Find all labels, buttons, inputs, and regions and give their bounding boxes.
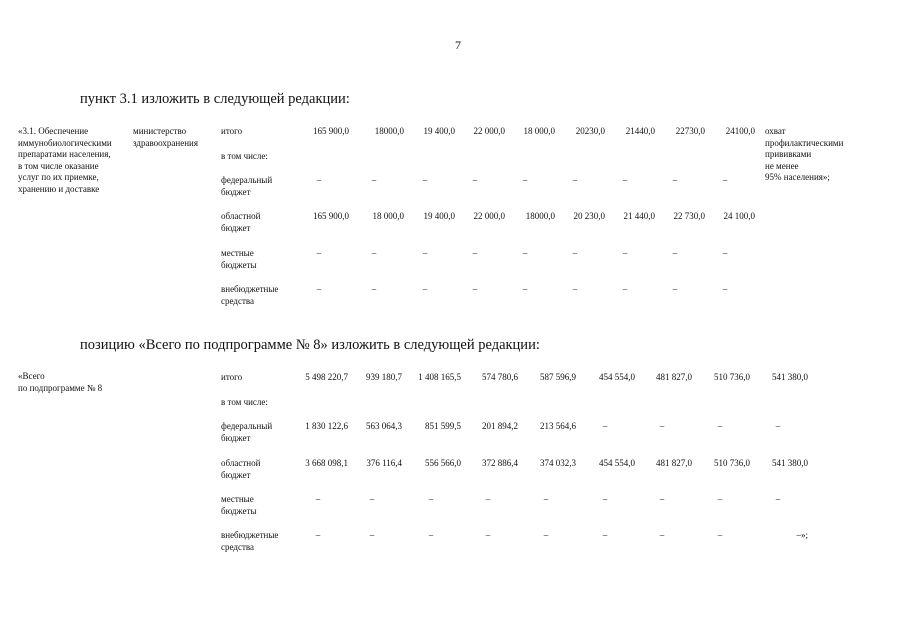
value-cell: 165 900,0 xyxy=(313,126,349,136)
value-cell: – xyxy=(775,494,781,504)
section2-program-name xyxy=(18,371,102,394)
value-cell: 24 100,0 xyxy=(723,211,755,221)
value-cell: 22 730,0 xyxy=(673,211,705,221)
value-cell: – xyxy=(422,175,428,185)
row-label-line: бюджет xyxy=(221,186,251,197)
row-label xyxy=(221,126,242,138)
value-cell: 939 180,7 xyxy=(366,372,402,382)
value-cell: 24100,0 xyxy=(725,126,755,136)
row-label-line: внебюджетные xyxy=(221,284,279,294)
program-name-line: «3.1. Обеспечение xyxy=(18,126,89,136)
program-name-line: «Всего xyxy=(18,371,45,381)
value-cell: 21440,0 xyxy=(625,126,655,136)
value-cell: – xyxy=(572,248,578,258)
value-cell: 18000,0 xyxy=(525,211,555,221)
value-cell: 454 554,0 xyxy=(599,458,635,468)
value-cell: – xyxy=(722,284,728,294)
value-cell: – xyxy=(722,175,728,185)
row-label-line: в том числе: xyxy=(221,397,268,407)
value-cell: 376 116,4 xyxy=(366,458,402,468)
row-label xyxy=(221,248,257,271)
row-label-line: областной xyxy=(221,458,261,468)
value-cell: – xyxy=(572,175,578,185)
value-cell: – xyxy=(316,248,322,258)
program-name-line: препаратами населения, xyxy=(18,149,111,159)
program-name-line: хранению и доставке xyxy=(18,183,100,194)
row-label xyxy=(221,530,278,553)
indicator-line: 95% населения»; xyxy=(765,172,830,182)
program-name-line: услуг по их приемке, xyxy=(18,172,99,182)
row-label-line: средства xyxy=(221,541,255,552)
value-cell: 213 564,6 xyxy=(540,421,576,431)
value-cell: – xyxy=(485,494,491,504)
value-cell: 556 566,0 xyxy=(425,458,461,468)
value-cell: – xyxy=(371,284,377,294)
value-cell: – xyxy=(369,494,375,504)
value-cell: – xyxy=(659,530,665,540)
program-name-line: в том числе оказание xyxy=(18,160,99,171)
value-cell: – xyxy=(472,248,478,258)
section2-heading: позицию «Всего по подпрограмме № 8» изложить в следующей редакции: xyxy=(80,337,540,353)
value-cell: – xyxy=(622,248,628,258)
value-cell: – xyxy=(717,494,723,504)
value-cell: – xyxy=(717,530,723,540)
row-label-line: бюджет xyxy=(221,222,251,233)
value-cell: 21 440,0 xyxy=(623,211,655,221)
value-cell: – xyxy=(602,421,608,431)
value-cell: – xyxy=(775,421,781,431)
value-cell: – xyxy=(522,284,528,294)
value-cell: 374 032,3 xyxy=(540,458,576,468)
value-cell: 20230,0 xyxy=(575,126,605,136)
value-cell: – xyxy=(543,530,549,540)
value-cell: – xyxy=(659,421,665,431)
value-cell: 1 408 165,5 xyxy=(418,372,461,382)
section1-program-name xyxy=(18,126,112,195)
value-cell: 372 886,4 xyxy=(482,458,518,468)
value-cell: – xyxy=(422,284,428,294)
value-cell: 541 380,0 xyxy=(772,458,808,468)
value-cell: – xyxy=(672,175,678,185)
row-label-line: итого xyxy=(221,126,243,136)
executor-line: здравоохранения xyxy=(133,137,199,148)
row-label xyxy=(221,284,278,307)
value-cell: – xyxy=(316,284,322,294)
value-cell: 20 230,0 xyxy=(573,211,605,221)
row-label xyxy=(221,151,268,163)
section1-heading: пункт 3.1 изложить в следующей редакции: xyxy=(80,91,350,107)
row-label-line: средства xyxy=(221,295,255,306)
value-cell: 19 400,0 xyxy=(423,126,455,136)
value-cell: – xyxy=(371,248,377,258)
value-cell: – xyxy=(722,248,728,258)
value-cell: – xyxy=(316,175,322,185)
program-name-line: по подпрограмме № 8 xyxy=(18,382,103,393)
value-cell: – xyxy=(602,494,608,504)
program-name-line: иммунобиологическими xyxy=(18,137,112,148)
value-cell: 18 000,0 xyxy=(372,211,404,221)
value-cell: 541 380,0 xyxy=(772,372,808,382)
value-cell: – xyxy=(572,284,578,294)
value-cell: 3 668 098,1 xyxy=(305,458,348,468)
value-cell: – xyxy=(422,248,428,258)
value-cell: – xyxy=(622,284,628,294)
row-label-line: бюджеты xyxy=(221,505,257,516)
value-cell: 18 000,0 xyxy=(523,126,555,136)
value-cell: – xyxy=(602,530,608,540)
row-label-line: итого xyxy=(221,372,243,382)
value-cell: – xyxy=(472,175,478,185)
value-cell: 201 894,2 xyxy=(482,421,518,431)
row-label-line: в том числе: xyxy=(221,151,268,161)
value-cell: – xyxy=(717,421,723,431)
value-cell: – xyxy=(522,175,528,185)
value-cell: 19 400,0 xyxy=(423,211,455,221)
value-cell: 481 827,0 xyxy=(656,372,692,382)
section1-indicator xyxy=(765,126,843,184)
row-label-line: бюджет xyxy=(221,432,251,443)
row-label xyxy=(221,421,272,444)
value-cell: – xyxy=(659,494,665,504)
value-cell: – xyxy=(472,284,478,294)
row-label xyxy=(221,211,260,234)
value-cell: 454 554,0 xyxy=(599,372,635,382)
value-cell: 1 830 122,6 xyxy=(305,421,348,431)
row-label-line: федеральный xyxy=(221,421,273,431)
value-cell: – xyxy=(428,530,434,540)
indicator-line: прививками xyxy=(765,149,812,159)
value-cell: – xyxy=(672,284,678,294)
value-cell: – xyxy=(371,175,377,185)
value-cell: – xyxy=(622,175,628,185)
row-label-line: областной xyxy=(221,211,261,221)
value-cell: 18000,0 xyxy=(374,126,404,136)
value-cell: 851 599,5 xyxy=(425,421,461,431)
row-label xyxy=(221,372,242,384)
value-cell: 510 736,0 xyxy=(714,372,750,382)
value-cell: 574 780,6 xyxy=(482,372,518,382)
executor-line: министерство xyxy=(133,126,187,136)
value-cell: 22 000,0 xyxy=(473,126,505,136)
row-label xyxy=(221,494,257,517)
value-cell: – xyxy=(369,530,375,540)
indicator-line: охват xyxy=(765,126,786,136)
value-cell: 587 596,9 xyxy=(540,372,576,382)
value-cell: 22 000,0 xyxy=(473,211,505,221)
value-cell: – xyxy=(672,248,678,258)
indicator-line: профилактическими xyxy=(765,137,844,148)
row-label xyxy=(221,397,268,409)
row-label-line: бюджеты xyxy=(221,259,257,270)
indicator-line: не менее xyxy=(765,160,799,171)
row-label-line: местные xyxy=(221,494,254,504)
row-label xyxy=(221,458,260,481)
row-label-line: бюджет xyxy=(221,469,251,480)
row-label-line: внебюджетные xyxy=(221,530,279,540)
section1-executor xyxy=(133,126,198,149)
page-number: 7 xyxy=(455,38,461,52)
value-cell: – xyxy=(315,530,321,540)
row-label xyxy=(221,175,272,198)
row-label-line: местные xyxy=(221,248,254,258)
value-cell: –»; xyxy=(796,530,808,540)
value-cell: 510 736,0 xyxy=(714,458,750,468)
value-cell: – xyxy=(428,494,434,504)
value-cell: 481 827,0 xyxy=(656,458,692,468)
value-cell: 5 498 220,7 xyxy=(305,372,348,382)
value-cell: – xyxy=(543,494,549,504)
row-label-line: федеральный xyxy=(221,175,273,185)
value-cell: – xyxy=(522,248,528,258)
value-cell: – xyxy=(485,530,491,540)
value-cell: 165 900,0 xyxy=(313,211,349,221)
value-cell: 563 064,3 xyxy=(366,421,402,431)
value-cell: 22730,0 xyxy=(675,126,705,136)
value-cell: – xyxy=(315,494,321,504)
